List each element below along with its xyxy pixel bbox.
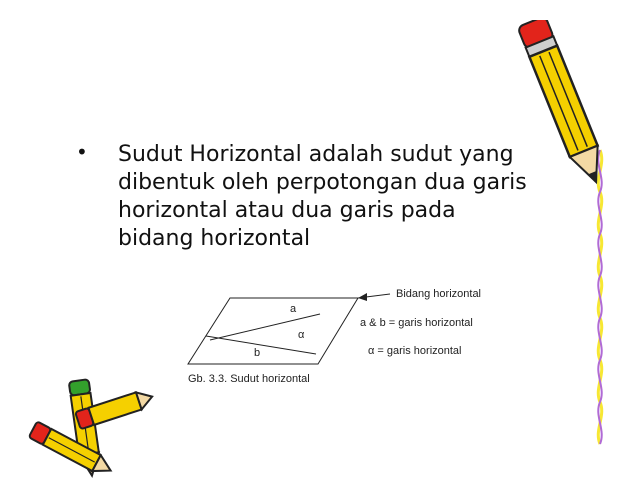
legend-plane: Bidang horizontal bbox=[396, 288, 482, 300]
figure-caption: Gb. 3.3. Sudut horizontal bbox=[188, 373, 310, 385]
text-line-2: dibentuk oleh perpotongan dua garis bbox=[118, 170, 527, 195]
text-line-3: horizontal atau dua garis pada bbox=[118, 198, 456, 223]
horizontal-angle-diagram bbox=[178, 282, 518, 392]
text-line-4: bidang horizontal bbox=[118, 226, 311, 251]
bullet-icon: • bbox=[76, 140, 88, 164]
bullet-text bbox=[118, 141, 568, 261]
horizontal-plane bbox=[188, 298, 358, 364]
legend-ab: a & b = garis horizontal bbox=[360, 317, 473, 329]
text-line-1: Sudut Horizontal adalah sudut yang bbox=[118, 142, 514, 167]
label-a: a bbox=[290, 303, 297, 315]
legend-alpha: α = garis horizontal bbox=[368, 345, 462, 357]
label-b: b bbox=[254, 347, 261, 359]
pencils-bottom-left-icon bbox=[26, 378, 156, 488]
label-alpha: α bbox=[298, 329, 305, 341]
